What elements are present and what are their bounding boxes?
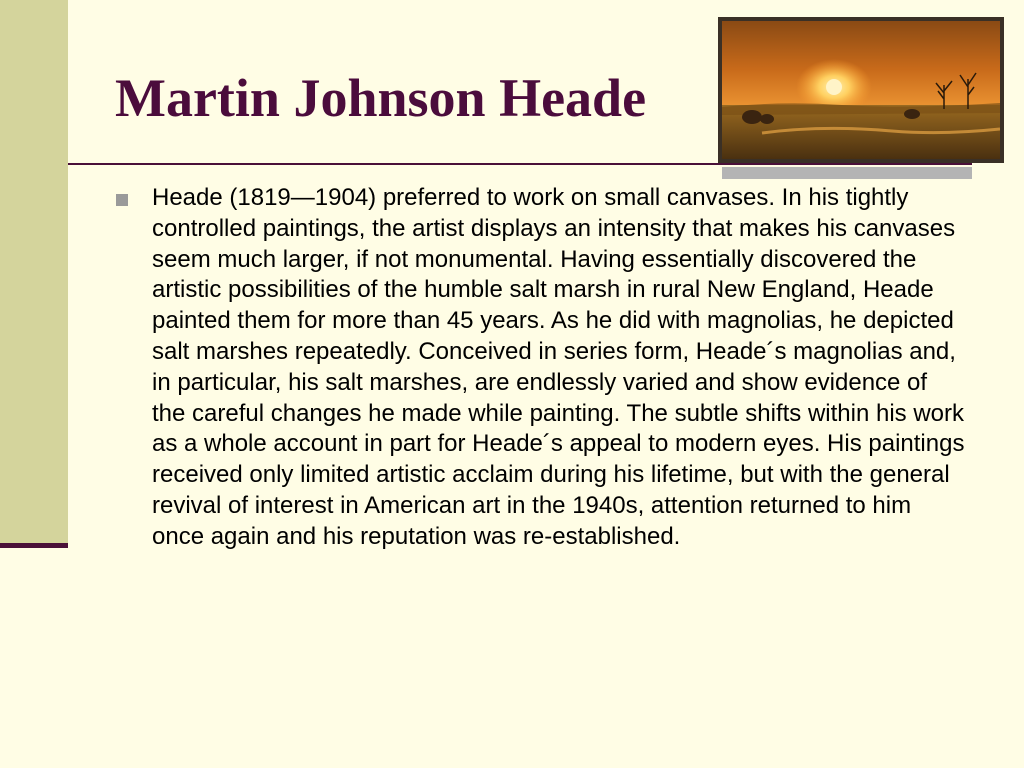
square-bullet-icon [116,194,128,206]
slide-title: Martin Johnson Heade [115,68,647,128]
sun [826,79,842,95]
title-divider-accent [722,167,972,179]
list-item [113,183,973,553]
title-divider [68,163,972,165]
salt-marsh-sunset-painting [722,21,1000,159]
painting-frame [718,17,1004,163]
bullet-text: Heade (1819—1904) preferred to work on small canvases. In his tightly controlled paintings, the artist displays an intensity that makes his canvases seem much larger, if not monumental. Having essentially discovered the artistic possibilities of the humble salt marsh in rural New England, Heade painted them for more than 45 years. As he did with magnolias, he depicted salt marshes repeatedly. Conceived in series form, Heade´s magnolias and, in particular, his salt marshes, are endlessly varied and show evidence of the careful changes he made while painting. The subtle shifts within his work as a whole account in part for Heade´s appeal to modern eyes. His paintings received only limited artistic acclaim during his lifetime, but with the general revival of interest in American art in the 1940s, attention returned to him once again and his reputation was re-established. [152,184,965,550]
bullet-list [113,183,973,553]
left-decorative-band [0,0,68,544]
left-band-rule [0,543,68,548]
